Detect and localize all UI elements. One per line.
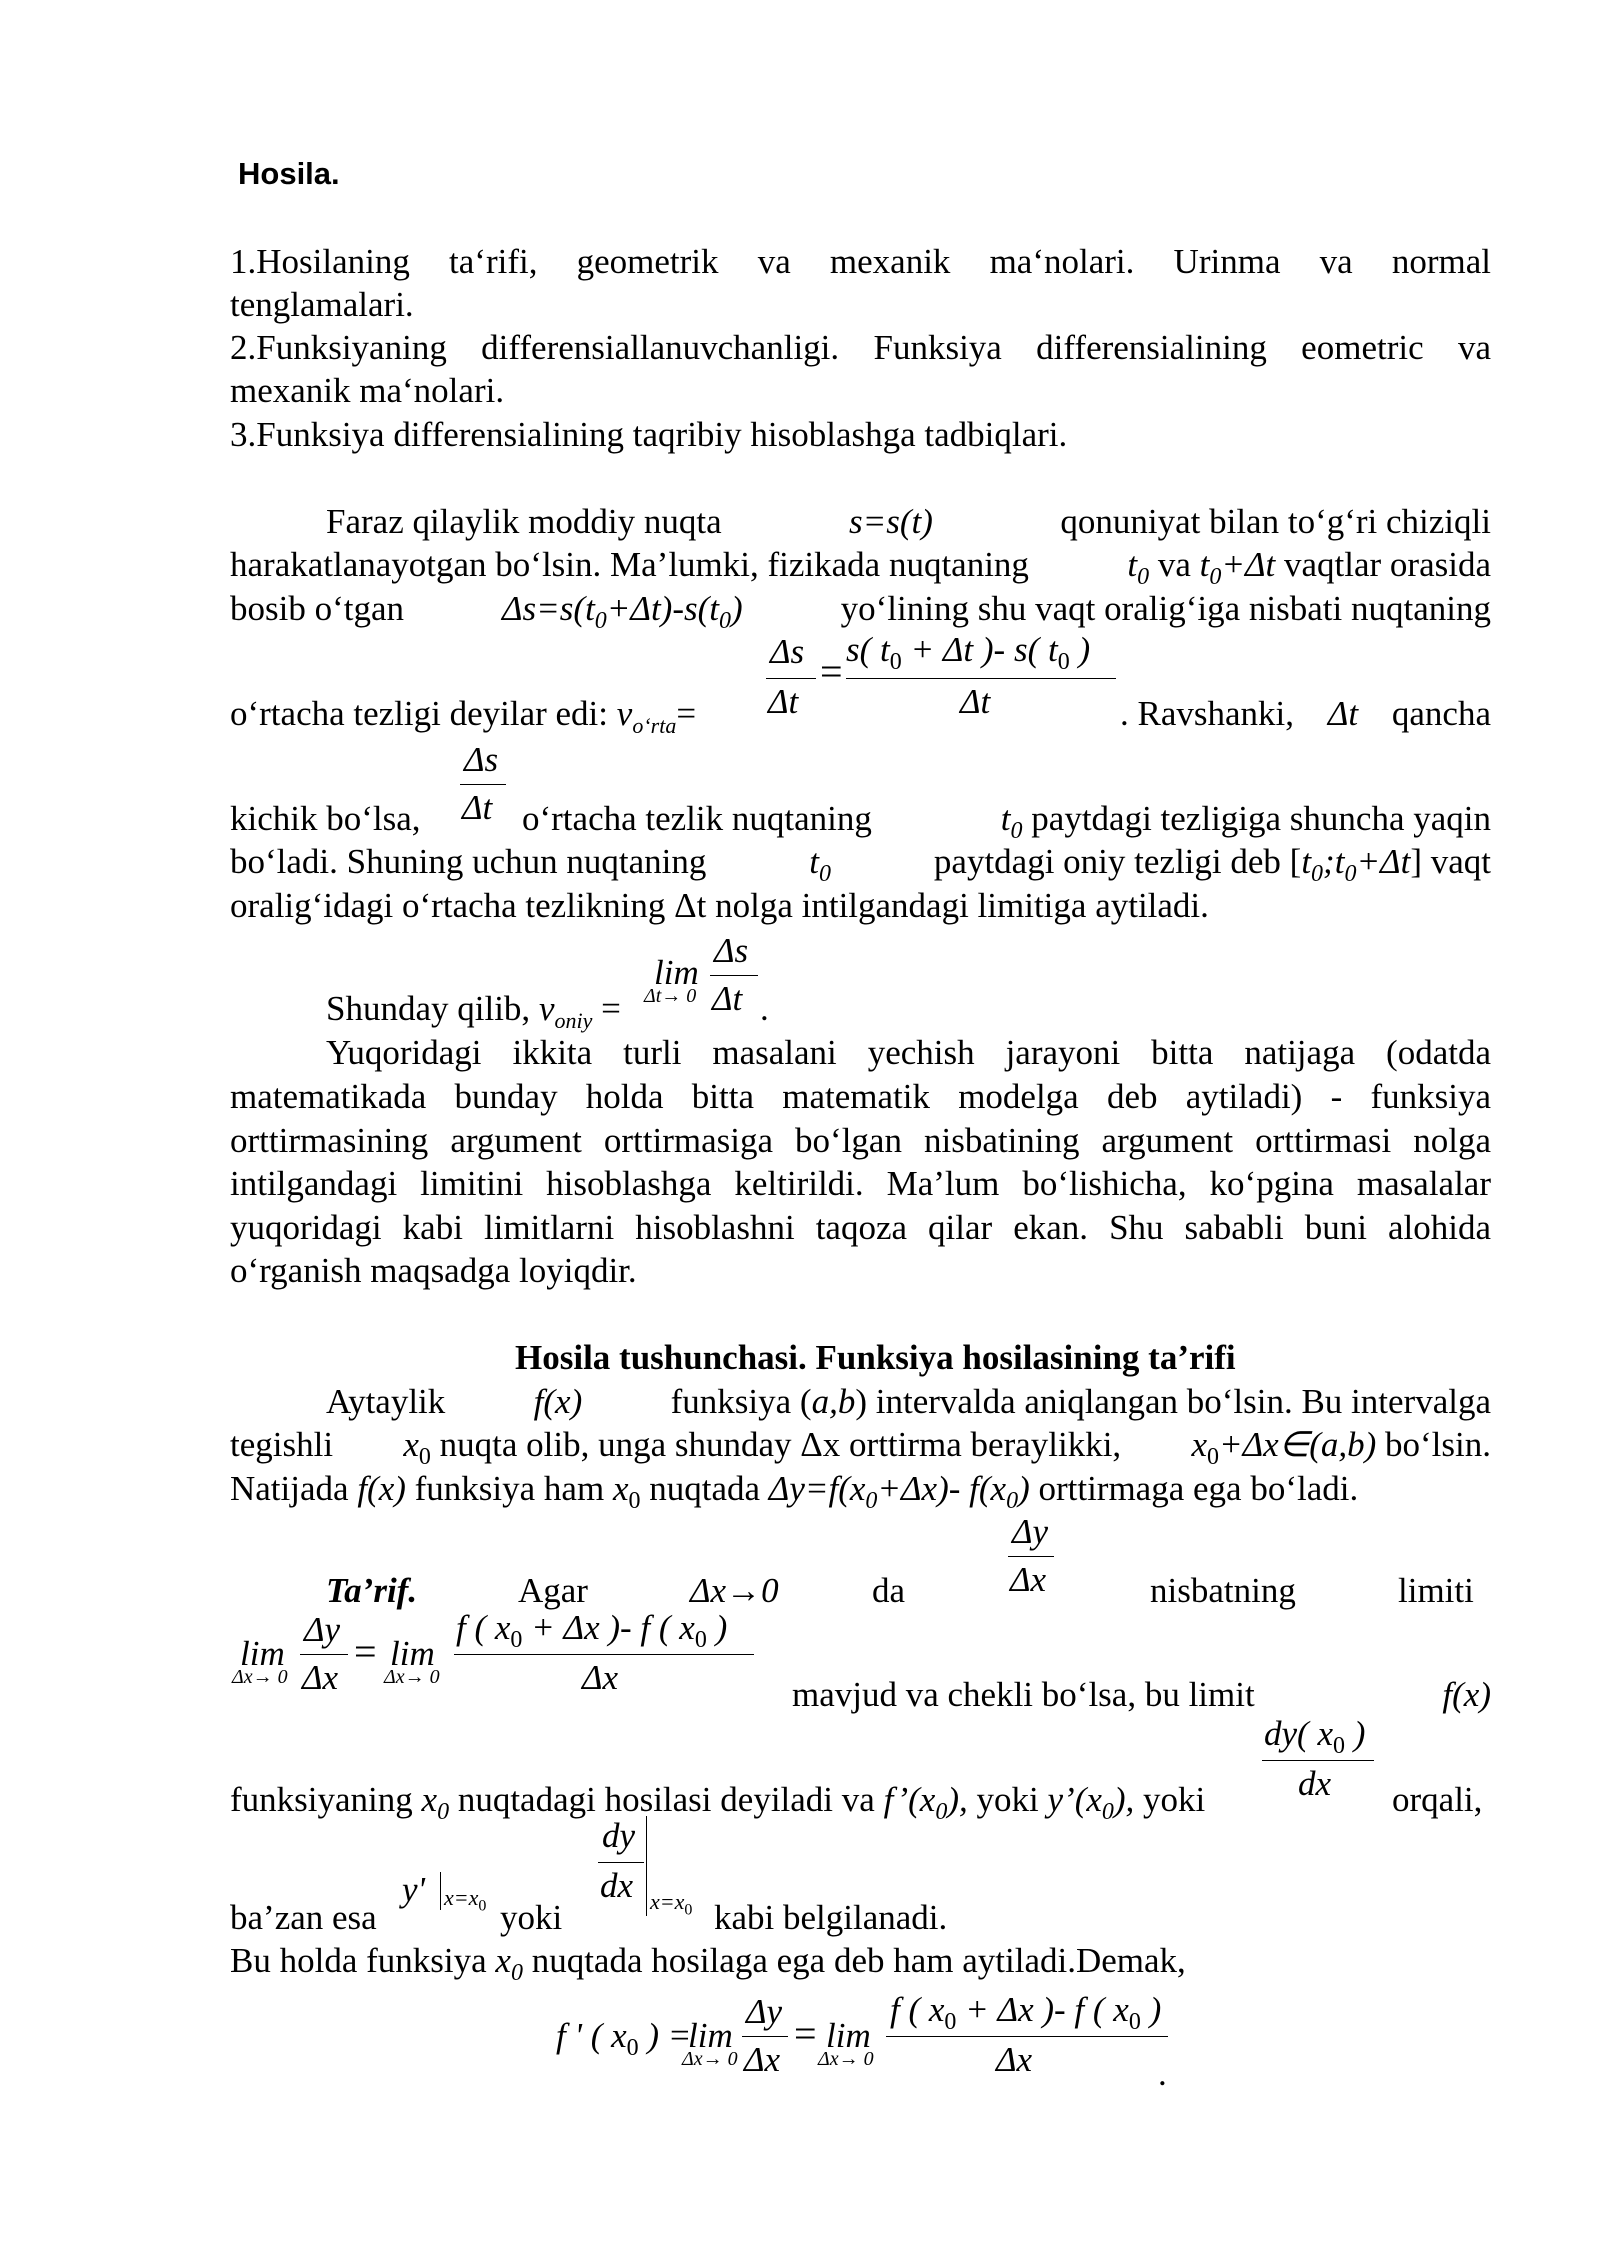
outline-item-3: 3.Funksiya differensialining taqribiy hisoblashga tadbiqlari. (230, 415, 1068, 454)
definition-agar: Agar (518, 1571, 588, 1610)
outline-item-1: 1.Hosilaning ta‘rifi, geometrik va mexanik ma‘nolari. Urinma va normal (230, 242, 1491, 281)
ratio-dyx0-dx: dy( $x_0$ ) dx (1262, 1712, 1382, 1807)
definition-line-5: Bu holda funksiya $x_0$ nuqtada hosilaga ega deb ham aytiladi.Demak, (230, 1941, 1186, 1986)
section-title: Hosila tushunchasi. Funksiya hosilasining ta’rifi (515, 1338, 1236, 1377)
para1-line-8: Shunday qilib, $v_{oniy}$ = (326, 989, 621, 1033)
definition-line-3: funksiyaning $x_0$ nuqtadagi hosilasi deyiladi va $f’(x_0)$, yoki $y’(x_0)$, yoki (230, 1780, 1206, 1825)
para2-line-6: o‘rganish maqsadga loyiqdir. (230, 1251, 637, 1290)
para3-line-2: tegishli $x_0$ nuqta olib, unga shunday Δx orttirma beraylikki, $x_0+\Delta x\in(a,b)$ bo‘lsin. (230, 1425, 1491, 1470)
dy-dx-at-x0: dy dx $x=x_0$ (600, 1816, 693, 1919)
para2-line-3: orttirmasining argument orttirmasiga bo‘lgan nisbatining argument orttirmasi nolga (230, 1121, 1491, 1160)
definition-line-2: mavjud va chekli bo‘lsa, bu limit f(x) (792, 1675, 1491, 1714)
derivative-limit-formula: lim Δx→ 0 Δy Δx = lim Δx→ 0 f ( $x_0 + \Delta x$ )- f ( $x_0$ ) Δx (232, 1606, 762, 1706)
definition-condition: Δx→0 (690, 1571, 779, 1610)
definition-nisbat: nisbatning (1150, 1571, 1296, 1610)
final-period: . (1158, 2054, 1167, 2093)
definition-limiti: limiti (1398, 1571, 1474, 1610)
para1-line-8-dot: . (760, 989, 769, 1028)
outline-item-2: 2.Funksiyaning differensiallanuvchanligi. Funksiya differensialining eometric va (230, 328, 1491, 367)
para1-line-3: bosib o‘tgan $\Delta s=s(t_0+\Delta t)-s(t_0)$ yo‘lining shu vaqt oralig‘iga nisbati nuqtaning (230, 589, 1491, 634)
para1-line-1: Faraz qilaylik moddiy nuqta s=s(t) qonuniyat bilan to‘g‘ri chiziqli (326, 502, 1491, 541)
para2-line-2: matematikada bunday holda bitta matematik modelga deb aytiladi) - funksiya (230, 1077, 1491, 1116)
derivative-final-formula: f ' ( $x_0$ ) = lim Δx→ 0 Δy Δx = lim Δx→ 0 f ( $x_0 + \Delta x$ )- f ( $x_0$ ) Δx (556, 1988, 1176, 2088)
ratio-ds-dt: Δs Δt (460, 738, 520, 833)
ratio-dy-dx: Δy Δx (1008, 1510, 1068, 1605)
outline-item-2-cont: mexanik ma‘nolari. (230, 371, 505, 410)
definition-label: Ta’rif. (326, 1571, 418, 1610)
para1-line-2: harakatlanayotgan bo‘lsin. Ma’lumki, fizikada nuqtaning $t_0$ va $t_0+\Delta t$ vaqtlar orasida (230, 545, 1491, 590)
para1-line-4-right: . Ravshanki, Δt qancha (1120, 694, 1491, 733)
yprime-at-x0: y' $x=x_0$ (402, 1870, 487, 1915)
definition-da: da (872, 1571, 906, 1610)
para1-line-7: oralig‘idagi o‘rtacha tezlikning Δt nolga intilgandagi limitiga aytiladi. (230, 886, 1209, 925)
para1-line-5-a: kichik bo‘lsa, (230, 799, 421, 838)
definition-line-4-yoki: yoki (500, 1898, 563, 1937)
outline-item-1-cont: tenglamalari. (230, 285, 414, 324)
para3-line-3: Natijada f(x) funksiya ham $x_0$ nuqtada $\Delta y=f(x_0+\Delta x)-$ $f(x_0)$ orttirmaga ega bo‘ladi. (230, 1469, 1359, 1514)
definition-line-4-c: kabi belgilanadi. (714, 1898, 948, 1937)
page-title: Hosila. (238, 156, 340, 191)
para1-line-5-b: o‘rtacha tezlik nuqtaning $t_0$ paytdagi tezligiga shuncha yaqin (522, 799, 1491, 844)
para3-line-1: Aytaylik f(x) funksiya (a,b) intervalda aniqlangan bo‘lsin. Bu intervalga (326, 1382, 1491, 1421)
para1-line-6: bo‘ladi. Shuning uchun nuqtaning $t_0$ paytdagi oniy tezligi deb $[t_0;t_0+\Delta t]$ vaqt (230, 842, 1491, 887)
instant-velocity-formula: lim Δt→ 0 Δs Δt (600, 925, 780, 1025)
para1-line-4-left: o‘rtacha tezligi deyilar edi: $v_{o‘rta}=$ (230, 694, 697, 738)
para2-line-4: intilgandagi limitini hisoblashga keltirildi. Ma’lum bo‘lishicha, ko‘pgina masalalar (230, 1164, 1491, 1203)
avg-velocity-formula: Δs Δt = s( $t_0 + \Delta t$ )- s( $t_0$ ) Δt (760, 630, 1120, 725)
definition-line-4-a: ba’zan esa (230, 1898, 377, 1937)
para2-line-5: yuqoridagi kabi limitlarni hisoblashni taqoza qilar ekan. Shu sababli buni alohida (230, 1208, 1491, 1247)
definition-orqali: orqali, (1392, 1780, 1483, 1819)
para2-line-1: Yuqoridagi ikkita turli masalani yechish jarayoni bitta natijaga (odatda (326, 1033, 1491, 1072)
